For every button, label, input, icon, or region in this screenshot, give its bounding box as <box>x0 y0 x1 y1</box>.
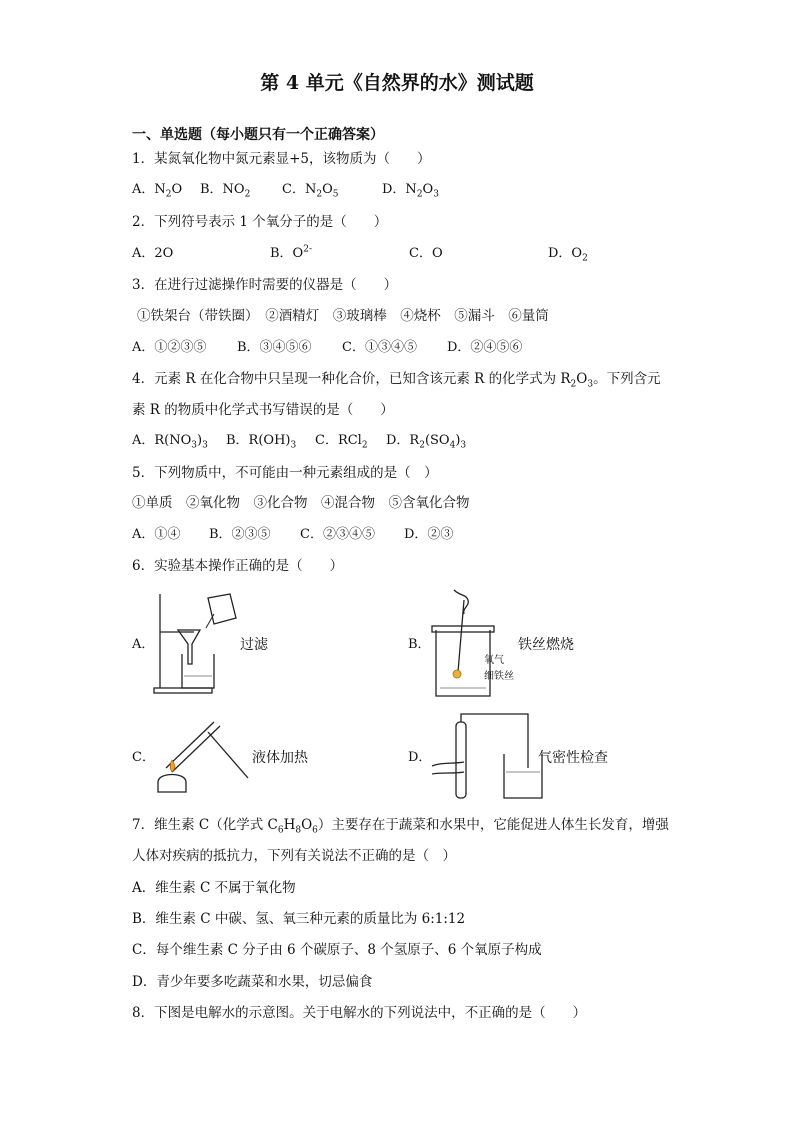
iron-burning-label: 铁丝燃烧 <box>518 637 574 653</box>
question-5-stem: 5．下列物质中，不可能由一种元素组成的是（ ） <box>132 465 438 481</box>
question-4-stem-line2: 素 R 的物质中化学式书写错误的是（ ） <box>132 402 394 418</box>
alcohol-lamp <box>158 775 186 793</box>
question-1-option-d: D．$N_2O_3$ <box>382 182 439 200</box>
question-3-option-c: C．①③④⑤ <box>342 340 417 355</box>
jar-lid <box>432 626 494 632</box>
question-7-option-d: D．青少年要多吃蔬菜和水果，切忌偏食 <box>132 974 373 990</box>
test-tube <box>166 722 214 768</box>
question-2-option-c: C．O <box>409 246 443 261</box>
question-1-option-c: C．$N_2O_5$ <box>282 182 339 200</box>
test-tube-holder <box>208 732 248 778</box>
question-3-option-b: B．③④⑤⑥ <box>237 340 312 355</box>
question-7-option-c: C．每个维生素 C 分子由 6 个碳原子、8 个氢原子、6 个氧原子构成 <box>132 942 542 958</box>
question-4-option-d: D．$R_2(SO_4)_3$ <box>386 433 467 451</box>
test-tube <box>456 722 466 798</box>
beaker-bottom <box>182 654 214 688</box>
tongs-hand <box>454 590 468 614</box>
question-2-stem: 2．下列符号表示 1 个氧分子的是（ ） <box>132 214 388 230</box>
question-5-option-a: A．①④ <box>132 527 181 542</box>
question-6-stem: 6．实验基本操作正确的是（ ） <box>132 558 344 574</box>
liquid-heating-label: 液体加热 <box>252 750 308 766</box>
question-5-option-c: C．②③④⑤ <box>300 527 375 542</box>
stand-base <box>154 688 212 693</box>
question-6-option-d: D． <box>408 750 432 765</box>
question-7-stem-line2: 人体对疾病的抵抗力，下列有关说法不正确的是（ ） <box>132 848 456 864</box>
question-3-stem: 3．在进行过滤操作时需要的仪器是（ ） <box>132 277 398 293</box>
question-3-option-d: D．②④⑤⑥ <box>447 340 523 355</box>
filtration-label: 过滤 <box>240 637 268 653</box>
question-6-option-c: C． <box>132 750 155 765</box>
question-7-option-b: B．维生素 C 中碳、氢、氧三种元素的质量比为 6:1:12 <box>132 911 466 927</box>
question-1-stem: 1．某氮氧化物中氮元素显+5，该物质为（ ） <box>132 151 431 167</box>
hand <box>432 762 464 774</box>
question-7-option-a: A．维生素 C 不属于氧化物 <box>132 880 296 896</box>
question-4-option-b: B．$R(OH)_3$ <box>226 433 297 451</box>
page-title: 第 4 单元《自然界的水》测试题 <box>260 72 534 94</box>
oxygen-note: 氧气 <box>484 655 504 666</box>
question-8-stem: 8．下图是电解水的示意图。关于电解水的下列说法中，不正确的是（ ） <box>132 1005 587 1021</box>
question-2-option-b: B．$O^{2-}$ <box>270 244 312 261</box>
question-4-option-c: C．RCl$_2$ <box>315 433 368 451</box>
liquid-heating-figure <box>152 716 252 802</box>
question-1-option-a: A．$N_2O$ <box>132 182 183 200</box>
airtightness-check-figure <box>428 710 548 804</box>
question-2-option-d: D．$O_2$ <box>548 246 588 264</box>
question-6-option-b: B． <box>408 637 431 652</box>
section-heading: 一、单选题（每小题只有一个正确答案） <box>132 127 384 143</box>
question-5-items: ①单质 ②氧化物 ③化合物 ④混合物 ⑤含氧化合物 <box>132 495 470 511</box>
filtration-apparatus-figure <box>152 590 242 695</box>
question-1-option-b: B．$NO_2$ <box>200 182 251 200</box>
question-5-option-d: D．②③ <box>404 527 454 542</box>
question-2-option-a: A．2O <box>132 246 174 261</box>
funnel <box>178 630 200 664</box>
question-4-stem-line1: 4．元素 R 在化合物中只呈现一种化合价，已知含该元素 R 的化学式为 $R_2O_3$。下列含元 <box>132 371 661 390</box>
question-3-items: ①铁架台（带铁圈） ②酒精灯 ③玻璃棒 ④烧杯 ⑤漏斗 ⑥量筒 <box>137 308 549 324</box>
pouring-beaker <box>208 594 236 624</box>
question-4-option-a: A．$R(NO_3)_3$ <box>132 433 208 451</box>
iron-wire-note: 细铁丝 <box>484 671 514 682</box>
question-6-option-a: A． <box>132 637 155 652</box>
iron-wire <box>458 600 464 672</box>
question-5-option-b: B．②③⑤ <box>209 527 271 542</box>
spark <box>453 670 461 678</box>
water-beaker <box>504 754 542 798</box>
question-7-stem-line1: 7．维生素 C（化学式 $C_6H_8O_6$）主要存在于蔬菜和水果中，它能促进人体生长发育，增强 <box>132 817 669 836</box>
question-3-option-a: A．①②③⑤ <box>132 340 207 355</box>
gas-jar <box>436 630 490 696</box>
delivery-tube <box>461 714 528 768</box>
airtightness-label: 气密性检查 <box>538 750 608 766</box>
